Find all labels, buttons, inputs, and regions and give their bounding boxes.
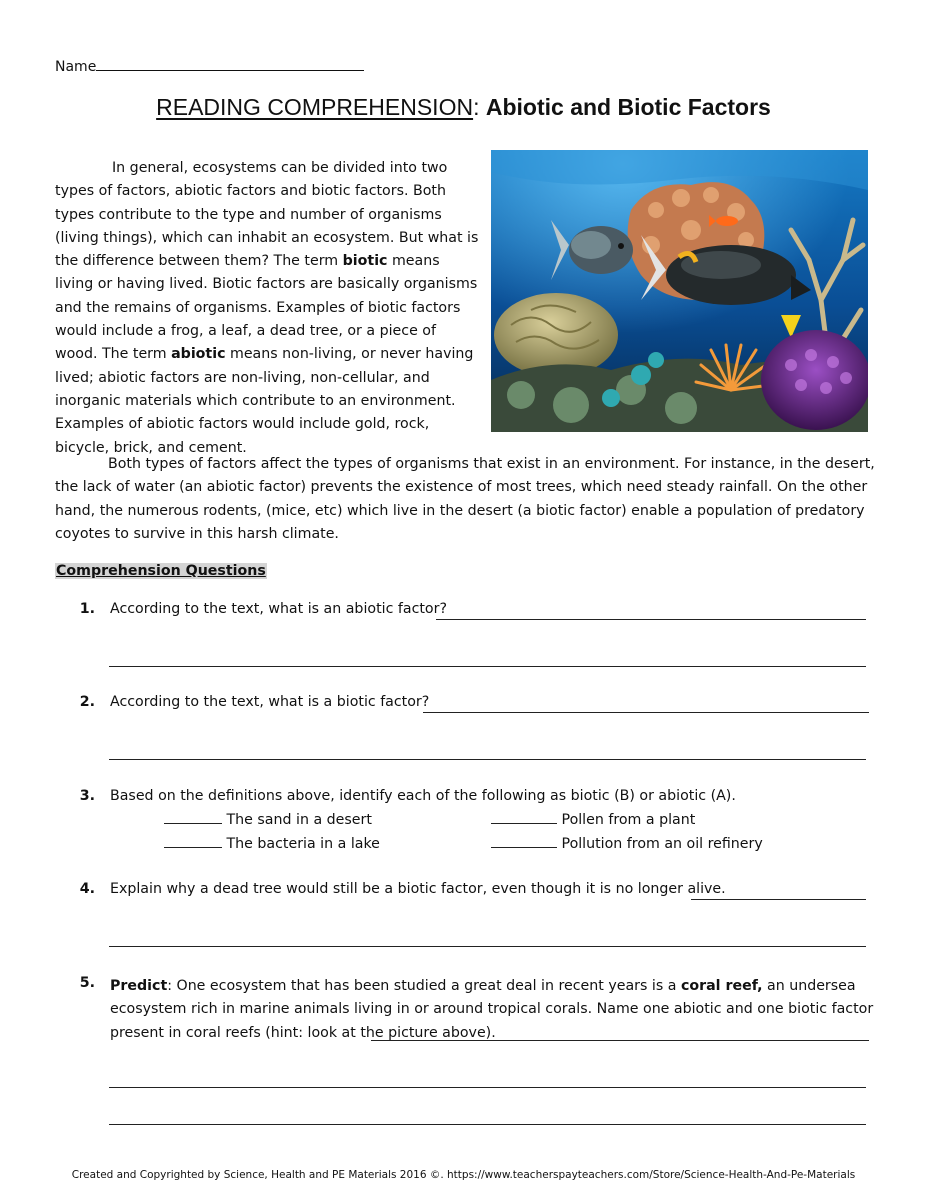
- q2-answer-line-2[interactable]: [109, 759, 866, 760]
- name-label: Name: [55, 59, 97, 75]
- term-abiotic: abiotic: [171, 346, 226, 363]
- q3-number: 3.: [79, 788, 95, 804]
- coral-reef-photo: [491, 150, 868, 432]
- title-part-reading-comprehension: READING COMPREHENSION: [156, 94, 474, 120]
- q5-text-part-2: an undersea ecosystem rich in marine animals living in or around tropical corals. Name one abiotic and one biotic factor present in coral reefs (hint: look at the picture above).: [110, 978, 874, 1041]
- q2-number: 2.: [79, 694, 95, 710]
- q4-text: Explain why a dead tree would still be a biotic factor, even though it is no longer alive.: [110, 881, 726, 897]
- q5-answer-line-1[interactable]: [371, 1040, 869, 1041]
- para1-segment-3: means non-living, or never having lived; abiotic factors are non-living, non-cellular, and inorganic materials which contribute to an environment. Examples of abiotic factors would include gold, rock, bicycle, brick, and cement.: [55, 346, 474, 456]
- term-biotic: biotic: [342, 253, 388, 270]
- q5-answer-line-3[interactable]: [109, 1124, 866, 1125]
- para1-segment-2: means living or having lived. Biotic factors are basically organisms and the remains of organisms. Examples of biotic factors would include a frog, a leaf, a dead tree, or a piece of wood. The term: [55, 253, 478, 363]
- q3-blank-sand[interactable]: [164, 811, 222, 824]
- page-title: [0, 94, 927, 121]
- q1-number: 1.: [79, 601, 95, 617]
- q4-answer-line-1[interactable]: [691, 899, 866, 900]
- q3-blank-pollen[interactable]: [491, 811, 557, 824]
- title-part-topic: Abiotic and Biotic Factors: [485, 94, 771, 120]
- q1-text: According to the text, what is an abiotic factor?: [110, 601, 447, 617]
- q5-coral-reef-term: coral reef,: [680, 978, 763, 994]
- q3-item-label: The bacteria in a lake: [226, 836, 380, 852]
- q5-answer-line-2[interactable]: [109, 1087, 866, 1088]
- q5-predict-label: Predict: [110, 978, 168, 994]
- name-blank-line[interactable]: [96, 56, 364, 71]
- q5-text-part-1: : One ecosystem that has been studied a great deal in recent years is a: [167, 978, 681, 994]
- para1-segment-1: In general, ecosystems can be divided into two types of factors, abiotic factors and biotic factors. Both types contribute to the type and number of organisms (living things), which can inhabit an ecosystem. But what is the difference between them? The term: [55, 160, 479, 270]
- q3-item-sand: [164, 811, 372, 828]
- q3-text: Based on the definitions above, identify each of the following as biotic (B) or abiotic (A).: [110, 788, 736, 804]
- title-colon: :: [473, 94, 486, 120]
- copyright-footer: Created and Copyrighted by Science, Health and PE Materials 2016 ©. https://www.teacherspayteachers.com/Store/Science-Health-And-Pe-Materials: [71, 1169, 856, 1181]
- q2-text: According to the text, what is a biotic factor?: [110, 694, 430, 710]
- q1-answer-line-2[interactable]: [109, 666, 866, 667]
- q1-answer-line-1[interactable]: [436, 619, 866, 620]
- second-paragraph: [55, 453, 875, 546]
- q3-item-pollution: [491, 835, 763, 852]
- q5-number: 5.: [79, 975, 95, 991]
- q3-item-label: Pollen from a plant: [561, 812, 696, 828]
- intro-paragraph: [55, 157, 480, 460]
- q3-item-bacteria: [164, 835, 380, 852]
- q5-text: [110, 975, 875, 1045]
- q3-item-label: Pollution from an oil refinery: [561, 836, 763, 852]
- q3-blank-pollution[interactable]: [491, 835, 557, 848]
- q2-answer-line-1[interactable]: [423, 712, 869, 713]
- q3-item-pollen: [491, 811, 695, 828]
- q4-answer-line-2[interactable]: [109, 946, 866, 947]
- q3-blank-bacteria[interactable]: [164, 835, 222, 848]
- q3-item-label: The sand in a desert: [226, 812, 372, 828]
- comprehension-questions-heading: Comprehension Questions: [56, 563, 266, 579]
- para2-text: Both types of factors affect the types of organisms that exist in an environment. For instance, in the desert, the lack of water (an abiotic factor) prevents the existence of most trees, which need steady rainfall. On the other hand, the numerous rodents, (mice, etc) which live in the desert (a biotic factor) enable a population of predatory coyotes to survive in this harsh climate.: [55, 456, 875, 542]
- q4-number: 4.: [79, 881, 95, 897]
- name-field-row: [55, 56, 364, 75]
